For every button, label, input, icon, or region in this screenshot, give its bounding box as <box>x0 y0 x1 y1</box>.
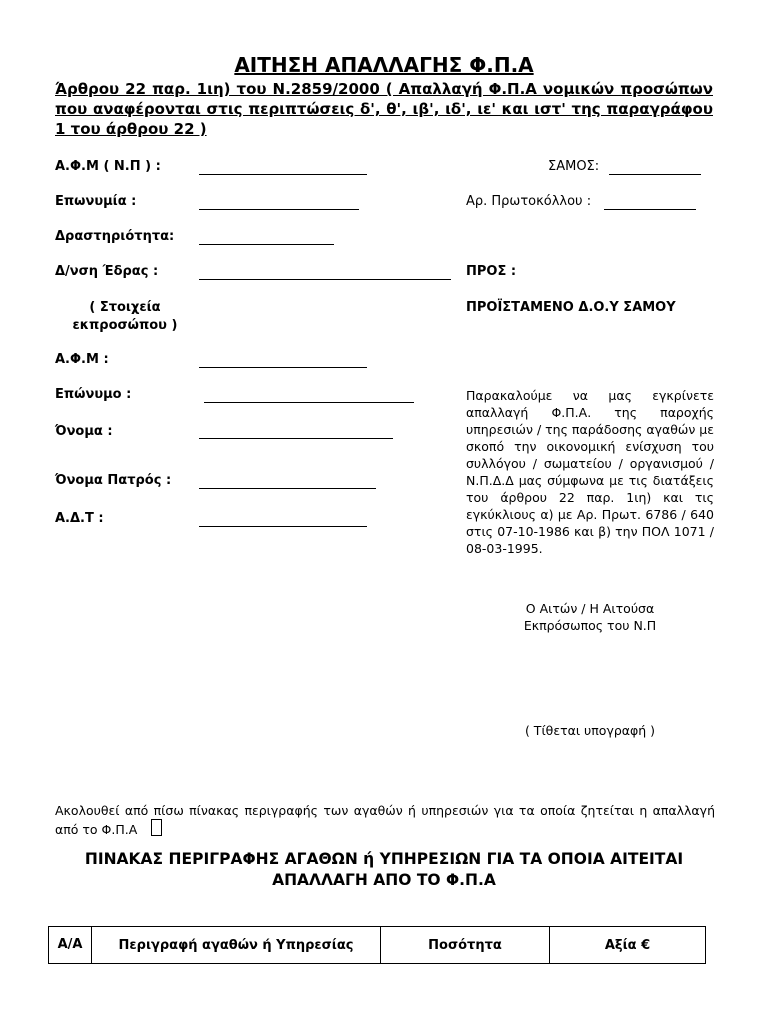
adt-field[interactable] <box>199 526 367 527</box>
eponymo-field[interactable] <box>204 402 414 403</box>
label-eponymia: Επωνυμία : <box>55 194 137 209</box>
label-stoixeia-ekprosopou: ( Στοιχεία εκπροσώπου ) <box>72 300 178 333</box>
onoma-field[interactable] <box>199 438 393 439</box>
signature-line1: Ο Αιτών / Η Αιτούσα <box>525 601 655 616</box>
form-subtitle: Άρθρου 22 παρ. 1ιη) του Ν.2859/2000 ( Απαλλαγή Φ.Π.Α νομικών προσώπων που αναφέρονται στις περιπτώσεις δ', θ', ιβ', ιδ', ιε' και ιστ' της παραγράφου 1 του άρθρου 22 ) <box>55 80 713 138</box>
label-onoma-patros: Όνομα Πατρός : <box>55 473 172 488</box>
recipient: ΠΡΟΪΣΤΑΜΕΝΟ Δ.Ο.Υ ΣΑΜΟΥ <box>466 300 676 315</box>
label-afm: Α.Φ.Μ : <box>55 352 109 367</box>
request-text: Παρακαλούμε να μας εγκρίνετε απαλλαγή Φ.Π.Α. της παροχής υπηρεσιών / της παράδοσης αγαθών με σκοπό την οικονομική ενίσχυση του συλλόγου / σωματείου / οργανισμού / Ν.Π.Δ.Δ μας σύμφωνα με τις διατάξεις του άρθρου 22 παρ. 1ιη) και τις εγκύκλιους α) με Αρ. Πρωτ. 6786 / 640 στις 07-10-1986 και β) την ΠΟΛ 1071 / 08-03-1995. <box>466 388 714 556</box>
note-text-content: Ακολουθεί από πίσω πίνακας περιγραφής των αγαθών ή υπηρεσιών για τα οποία ζητείται η απαλλαγή από το Φ.Π.Α <box>55 803 715 837</box>
box-icon <box>151 819 162 836</box>
table-title-text: ΠΙΝΑΚΑΣ ΠΕΡΙΓΡΑΦΗΣ ΑΓΑΘΩΝ ή ΥΠΗΡΕΣΙΩΝ ΓΙΑ ΤΑ ΟΠΟΙΑ ΑΙΤΕΙΤΑΙ ΑΠΑΛΛΑΓΗ ΑΠΟ ΤΟ Φ.Π.Α <box>84 850 684 889</box>
drastiriotita-field[interactable] <box>199 244 334 245</box>
ar-protokollou-field[interactable] <box>604 209 696 210</box>
onoma-patros-field[interactable] <box>199 488 376 489</box>
note-text <box>55 802 715 838</box>
items-table <box>48 926 706 964</box>
label-ar-protokollou: Αρ. Πρωτοκόλλου : <box>466 194 592 209</box>
label-adt: Α.Δ.Τ : <box>55 511 104 526</box>
label-dnsi-edras: Δ/νση Έδρας : <box>55 264 159 279</box>
afm-np-field[interactable] <box>199 174 367 175</box>
afm-field[interactable] <box>199 367 367 368</box>
signature-placeholder: ( Τίθεται υπογραφή ) <box>524 723 656 738</box>
table-title <box>0 849 768 891</box>
col-value: Αξία € <box>550 927 706 964</box>
form-title: ΑΙΤΗΣΗ ΑΠΑΛΛΑΓΗΣ Φ.Π.Α <box>234 53 534 77</box>
eponymia-field[interactable] <box>199 209 359 210</box>
col-description: Περιγραφή αγαθών ή Υπηρεσίας <box>92 927 381 964</box>
label-samos: ΣΑΜΟΣ: <box>548 159 600 174</box>
label-eponymo: Επώνυμο : <box>55 387 132 402</box>
dnsi-edras-field[interactable] <box>199 279 451 280</box>
label-afm-np: Α.Φ.Μ ( Ν.Π ) : <box>55 159 161 174</box>
col-aa: Α/Α <box>49 927 92 964</box>
label-pros: ΠΡΟΣ : <box>466 264 517 279</box>
samos-date-field[interactable] <box>609 174 701 175</box>
label-drastiriotita: Δραστηριότητα: <box>55 229 175 244</box>
col-quantity: Ποσότητα <box>381 927 550 964</box>
table-header-row <box>49 927 706 964</box>
signature-line2: Εκπρόσωπος του Ν.Π <box>523 618 657 633</box>
label-onoma: Όνομα : <box>55 424 113 439</box>
